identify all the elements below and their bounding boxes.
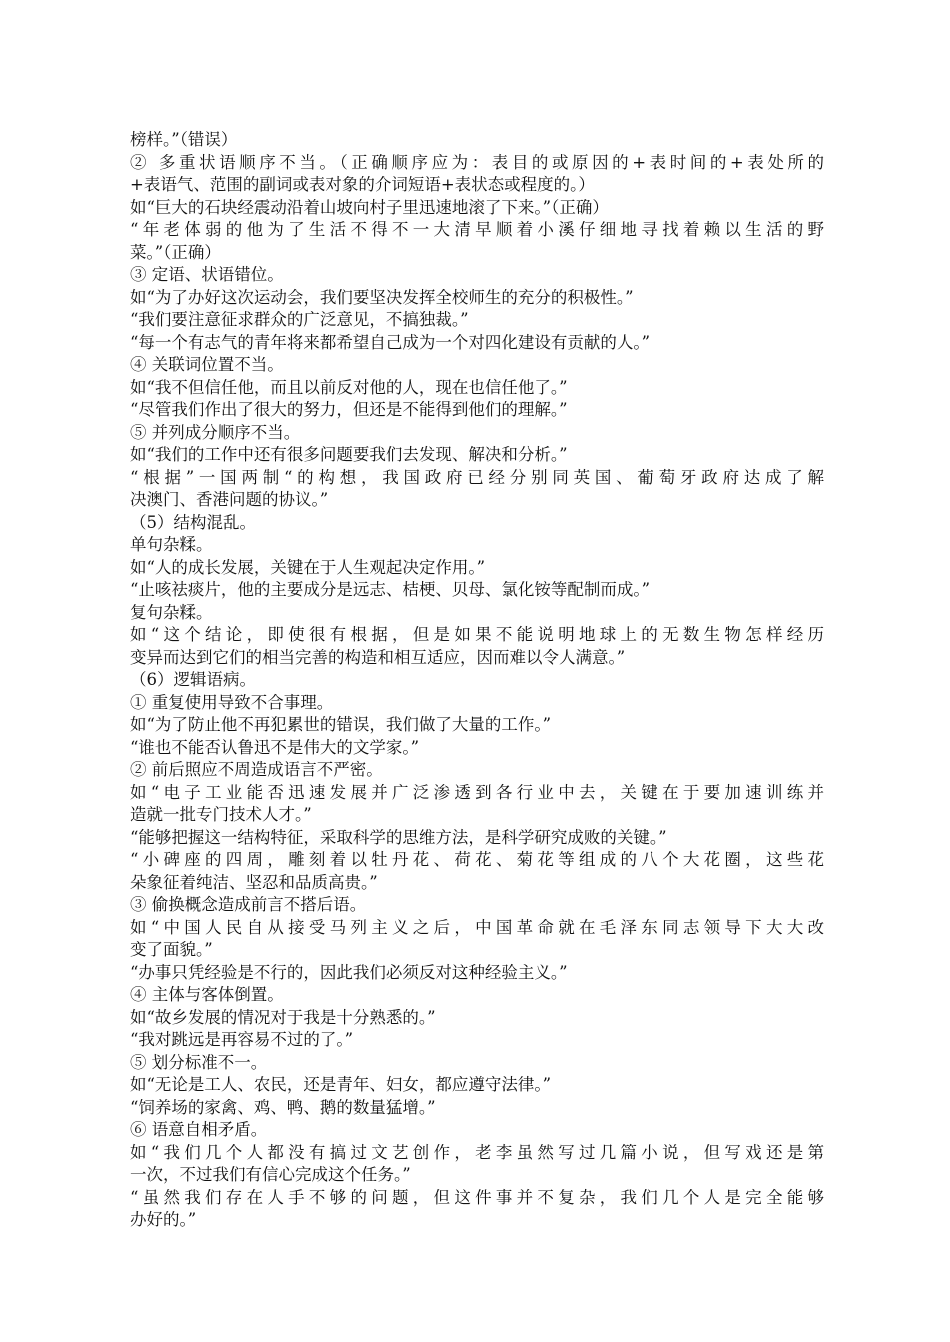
text-line: 如“这个结论，即使很有根据，但是如果不能说明地球上的无数生物怎样经历 bbox=[130, 625, 824, 644]
text-line: ② 前后照应不周造成语言不严密。 bbox=[130, 760, 383, 779]
text-line: “虽然我们存在人手不够的问题，但这件事并不复杂，我们几个人是完全能够 bbox=[130, 1187, 824, 1207]
text-line: ③ 偷换概念造成前言不搭后语。 bbox=[130, 895, 367, 914]
text-line: ④ 主体与客体倒置。 bbox=[130, 985, 284, 1004]
text-line: 榜样。”（错误） bbox=[130, 130, 238, 149]
text-line: 如“人的成长发展，关键在于人生观起决定作用。” bbox=[130, 557, 486, 577]
text-line: 如“为了防止他不再犯累世的错误，我们做了大量的工作。” bbox=[130, 715, 552, 734]
text-line: 如“中国人民自从接受马列主义之后，中国革命就在毛泽东同志领导下大大改 bbox=[130, 917, 824, 937]
text-line: 变异而达到它们的相当完善的构造和相互适应，因而难以令人满意。” bbox=[130, 647, 626, 667]
text-line: 朵象征着纯洁、坚忍和品质高贵。” bbox=[130, 872, 378, 892]
text-line: ④ 关联词位置不当。 bbox=[130, 355, 284, 374]
text-line: “饲养场的家禽、鸡、鸭、鹅的数量猛增。” bbox=[130, 1097, 436, 1117]
text-line: 如“无论是工人、农民，还是青年、妇女，都应遵守法律。” bbox=[130, 1075, 552, 1094]
text-line: “每一个有志气的青年将来都希望自己成为一个对四化建设有贡献的人。” bbox=[130, 332, 651, 352]
text-line: “办事只凭经验是不行的，因此我们必须反对这种经验主义。” bbox=[130, 962, 568, 982]
text-line: “我对跳远是再容易不过的了。” bbox=[130, 1030, 354, 1049]
text-line: 如“电子工业能否迅速发展并广泛渗透到各行业中去，关键在于要加速训练并 bbox=[130, 782, 824, 802]
text-line: “年老体弱的他为了生活不得不一大清早顺着小溪仔细地寻找着赖以生活的野 bbox=[130, 220, 824, 239]
text-line: 如“我们的工作中还有很多问题要我们去发现、解决和分析。” bbox=[130, 445, 568, 464]
text-line: 如“我不但信任他，而且以前反对他的人，现在也信任他了。” bbox=[130, 377, 568, 397]
text-line: +表语气、范围的副词或表对象的介词短语+表状态或程度的。） bbox=[130, 175, 595, 194]
text-line: ⑤ 并列成分顺序不当。 bbox=[130, 422, 301, 442]
text-line: （6）逻辑语病。 bbox=[130, 670, 256, 689]
text-line: 菜。”（正确） bbox=[130, 242, 221, 262]
text-line: “小碑座的四周，雕刻着以牡丹花、荷花、菊花等组成的八个大花圈，这些花 bbox=[130, 850, 824, 869]
text-line: （5）结构混乱。 bbox=[130, 512, 256, 532]
text-line: 如“为了办好这次运动会，我们要坚决发挥全校师生的充分的积极性。” bbox=[130, 287, 634, 307]
text-line: “止咳祛痰片，他的主要成分是远志、桔梗、贝母、氯化铵等配制而成。” bbox=[130, 580, 651, 599]
text-line: ② 多重状语顺序不当。（正确顺序应为：表目的或原因的+表时间的+表处所的 bbox=[130, 152, 824, 172]
text-line: “根据”一国两制“的构想，我国政府已经分别同英国、葡萄牙政府达成了解 bbox=[130, 467, 824, 487]
text-line: 复句杂糅。 bbox=[130, 602, 213, 622]
text-line: “能够把握这一结构特征，采取科学的思维方法，是科学研究成败的关键。” bbox=[130, 827, 667, 847]
text-line: 决澳门、香港问题的协议。” bbox=[130, 490, 329, 509]
text-line: ⑥ 语意自相矛盾。 bbox=[130, 1120, 268, 1139]
text-line: 一次，不过我们有信心完成这个任务。” bbox=[130, 1165, 411, 1184]
text-line: 如“巨大的石块经震动沿着山坡向村子里迅速地滚了下来。”（正确） bbox=[130, 197, 609, 217]
text-line: 如“故乡发展的情况对于我是十分熟悉的。” bbox=[130, 1007, 436, 1027]
text-line: ⑤ 划分标准不一。 bbox=[130, 1052, 268, 1072]
text-line: “尽管我们作出了很大的努力，但还是不能得到他们的理解。” bbox=[130, 400, 568, 419]
text-line: “谁也不能否认鲁迅不是伟大的文学家。” bbox=[130, 737, 420, 757]
text-line: ③ 定语、状语错位。 bbox=[130, 265, 284, 284]
text-line: 造就一批专门技术人才。” bbox=[130, 805, 312, 824]
document-page bbox=[130, 129, 824, 1232]
text-line: 变了面貌。” bbox=[130, 940, 213, 959]
text-line: 办好的。” bbox=[130, 1210, 197, 1229]
text-line: 单句杂糅。 bbox=[130, 535, 213, 554]
text-line: 如“我们几个人都没有搞过文艺创作，老李虽然写过几篇小说，但写戏还是第 bbox=[130, 1142, 824, 1162]
text-line: ① 重复使用导致不合事理。 bbox=[130, 692, 334, 712]
text-line: “我们要注意征求群众的广泛意见，不搞独裁。” bbox=[130, 310, 469, 329]
